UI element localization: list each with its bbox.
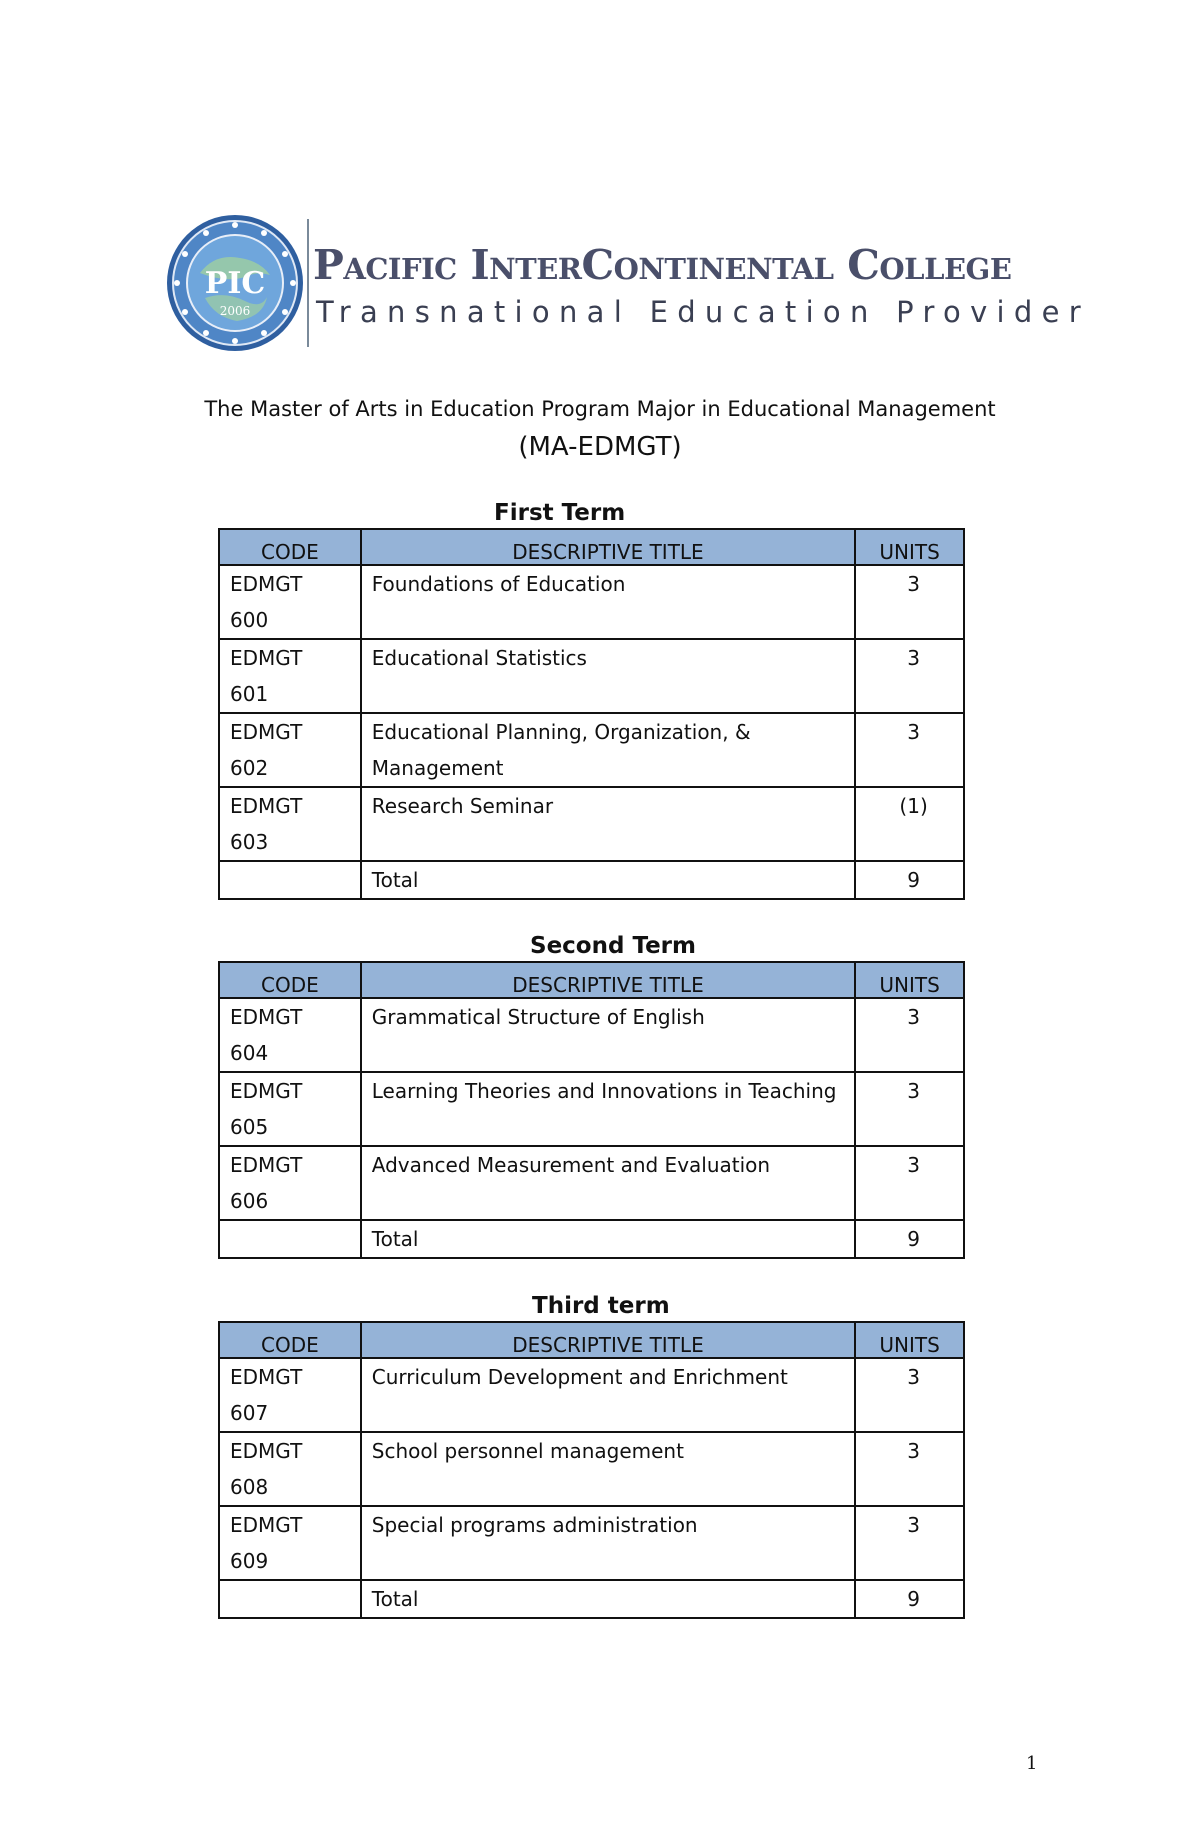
- table-row: [219, 565, 964, 639]
- total-units: 9: [855, 1220, 964, 1258]
- table-row: [219, 713, 964, 787]
- total-code-empty: [219, 861, 361, 899]
- course-code: EDMGT 606: [219, 1146, 361, 1220]
- total-units: 9: [855, 1580, 964, 1618]
- course-units: 3: [855, 565, 964, 639]
- course-code: EDMGT 600: [219, 565, 361, 639]
- table-row: [219, 1358, 964, 1432]
- total-row: [219, 861, 964, 899]
- table-row: [219, 1432, 964, 1506]
- column-header-title: DESCRIPTIVE TITLE: [361, 529, 855, 565]
- course-title: Educational Planning, Organization, & Management: [361, 713, 855, 787]
- term-table-first: [218, 528, 965, 900]
- course-title: Advanced Measurement and Evaluation: [361, 1146, 855, 1220]
- term-title-third: Third term: [532, 1293, 670, 1319]
- svg-text:2006: 2006: [219, 304, 251, 318]
- course-title: Educational Statistics: [361, 639, 855, 713]
- course-code: EDMGT 604: [219, 998, 361, 1072]
- course-code: EDMGT 601: [219, 639, 361, 713]
- course-code: EDMGT 602: [219, 713, 361, 787]
- college-tagline: Transnational Education Provider: [316, 295, 1090, 329]
- course-units: (1): [855, 787, 964, 861]
- course-title: Research Seminar: [361, 787, 855, 861]
- header-divider: [307, 219, 309, 347]
- course-units: 3: [855, 639, 964, 713]
- table-row: [219, 1506, 964, 1580]
- total-code-empty: [219, 1580, 361, 1618]
- table-row: [219, 787, 964, 861]
- table-row: [219, 1146, 964, 1220]
- course-code: EDMGT 607: [219, 1358, 361, 1432]
- table-header-row: [219, 529, 964, 565]
- program-abbreviation: (MA-EDMGT): [518, 432, 682, 462]
- course-code: EDMGT 605: [219, 1072, 361, 1146]
- course-code: EDMGT 603: [219, 787, 361, 861]
- course-units: 3: [855, 1432, 964, 1506]
- column-header-units: UNITS: [855, 529, 964, 565]
- total-row: [219, 1580, 964, 1618]
- term-table-second: [218, 961, 965, 1259]
- course-title: Grammatical Structure of English: [361, 998, 855, 1072]
- svg-text:PIC: PIC: [204, 266, 266, 301]
- table-header-row: [219, 1322, 964, 1358]
- program-title: The Master of Arts in Education Program Major in Educational Management: [204, 397, 996, 421]
- term-table-third: [218, 1321, 965, 1619]
- course-title: School personnel management: [361, 1432, 855, 1506]
- course-title: Learning Theories and Innovations in Teaching: [361, 1072, 855, 1146]
- column-header-code: CODE: [219, 1322, 361, 1358]
- column-header-units: UNITS: [855, 1322, 964, 1358]
- column-header-title: DESCRIPTIVE TITLE: [361, 962, 855, 998]
- total-code-empty: [219, 1220, 361, 1258]
- total-label: Total: [361, 1580, 855, 1618]
- course-units: 3: [855, 1358, 964, 1432]
- course-units: 3: [855, 1072, 964, 1146]
- course-code: EDMGT 608: [219, 1432, 361, 1506]
- column-header-code: CODE: [219, 529, 361, 565]
- course-units: 3: [855, 1146, 964, 1220]
- total-units: 9: [855, 861, 964, 899]
- course-title: Special programs administration: [361, 1506, 855, 1580]
- course-code: EDMGT 609: [219, 1506, 361, 1580]
- term-title-second: Second Term: [530, 933, 696, 959]
- course-units: 3: [855, 713, 964, 787]
- total-row: [219, 1220, 964, 1258]
- table-header-row: [219, 962, 964, 998]
- term-title-first: First Term: [494, 500, 626, 526]
- total-label: Total: [361, 1220, 855, 1258]
- page-number: 1: [1026, 1753, 1038, 1774]
- total-label: Total: [361, 861, 855, 899]
- college-seal-logo: [165, 213, 305, 353]
- table-row: [219, 998, 964, 1072]
- college-header: [165, 213, 1090, 353]
- course-units: 3: [855, 998, 964, 1072]
- column-header-units: UNITS: [855, 962, 964, 998]
- course-title: Foundations of Education: [361, 565, 855, 639]
- course-title: Curriculum Development and Enrichment: [361, 1358, 855, 1432]
- course-units: 3: [855, 1506, 964, 1580]
- table-row: [219, 1072, 964, 1146]
- college-name: Pacific InterContinental College: [313, 241, 1012, 289]
- column-header-code: CODE: [219, 962, 361, 998]
- table-row: [219, 639, 964, 713]
- column-header-title: DESCRIPTIVE TITLE: [361, 1322, 855, 1358]
